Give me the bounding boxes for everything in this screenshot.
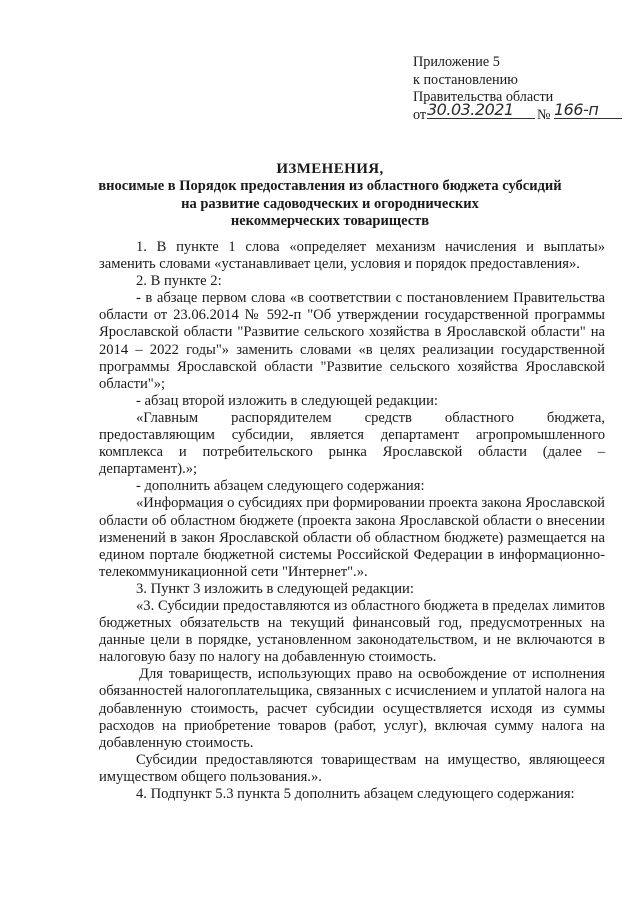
paragraph-7: «Информация о субсидиях при формировании проекта закона Ярославской области об областном бюджете (проекта закона Ярославской области о внесении изменений в закон Ярославской области об областном бюджете) размещается на едином портале бюджетной системы Российской Федерации в информационно-телекоммуникационной сети "Интернет".». bbox=[99, 495, 605, 580]
appendix-to-resolution: к постановлению bbox=[413, 71, 518, 88]
title-line-1: вносимые в Порядок предоставления из областного бюджета субсидий bbox=[98, 178, 562, 194]
handwritten-number: 166-п bbox=[554, 101, 622, 120]
paragraph-6: - дополнить абзацем следующего содержания: bbox=[136, 478, 425, 495]
document-body bbox=[99, 239, 605, 803]
title-line-2: на развитие садоводческих и огороднических bbox=[181, 195, 479, 212]
paragraph-11: Субсидии предоставляются товариществам на имущество, являющееся имуществом общего пользования.». bbox=[99, 751, 605, 785]
appendix-number: Приложение 5 bbox=[413, 54, 500, 70]
paragraph-9: «3. Субсидии предоставляются из областного бюджета в пределах лимитов бюджетных обязательств на текущий финансовый год, предусмотренных на данные цели в порядке, установленном законодательством, и не включаются в налоговую базу по налогу на добавленную стоимость. bbox=[99, 597, 605, 666]
document-title bbox=[60, 160, 600, 231]
paragraph-5: «Главным распорядителем средств областного бюджета, предоставляющим субсидии, является департамент агропромышленного комплекса и потребительского рынка Ярославской области (далее – департамент).»; bbox=[99, 409, 605, 478]
paragraph-8: 3. Пункт 3 изложить в следующей редакции: bbox=[136, 580, 414, 597]
title-main: ИЗМЕНЕНИЯ, bbox=[276, 161, 384, 177]
paragraph-3: - в абзаце первом слова «в соответствии с постановлением Правительства области от 23.06.2014 № 592-п "Об утверждении государственной программы Ярославской области "Развитие сельского хозяйства в Ярославской области" на 2014 – 2022 годы"» заменить словами «в целях реализации государственной программы Ярославской области "Развитие сельского хозяйства Ярославской области"»; bbox=[99, 290, 605, 392]
number-label: № bbox=[537, 106, 551, 123]
appendix-date-number-row bbox=[413, 99, 635, 125]
handwritten-date: 30.03.2021 bbox=[427, 101, 535, 120]
date-prefix: от bbox=[413, 106, 427, 123]
appendix-government: Правительства области bbox=[413, 89, 554, 105]
paragraph-12: 4. Подпункт 5.3 пункта 5 дополнить абзацем следующего содержания: bbox=[136, 786, 575, 802]
paragraph-2: 2. В пункте 2: bbox=[136, 273, 222, 290]
paragraph-10: Для товариществ, использующих право на освобождение от исполнения обязанностей налогоплательщика, связанных с исчислением и уплатой налога на добавленную стоимость, расчет субсидии осуществляется исходя из суммы расходов на приобретение товаров (работ, услуг), включая сумму налога на добавленную стоимость. bbox=[99, 666, 605, 751]
title-line-3: некоммерческих товариществ bbox=[230, 213, 430, 229]
paragraph-4: - абзац второй изложить в следующей редакции: bbox=[136, 392, 438, 409]
paragraph-1: 1. В пункте 1 слова «определяет механизм начисления и выплаты» заменить словами «устанавливает цели, условия и порядок предоставления». bbox=[99, 239, 605, 273]
appendix-header bbox=[413, 54, 635, 124]
